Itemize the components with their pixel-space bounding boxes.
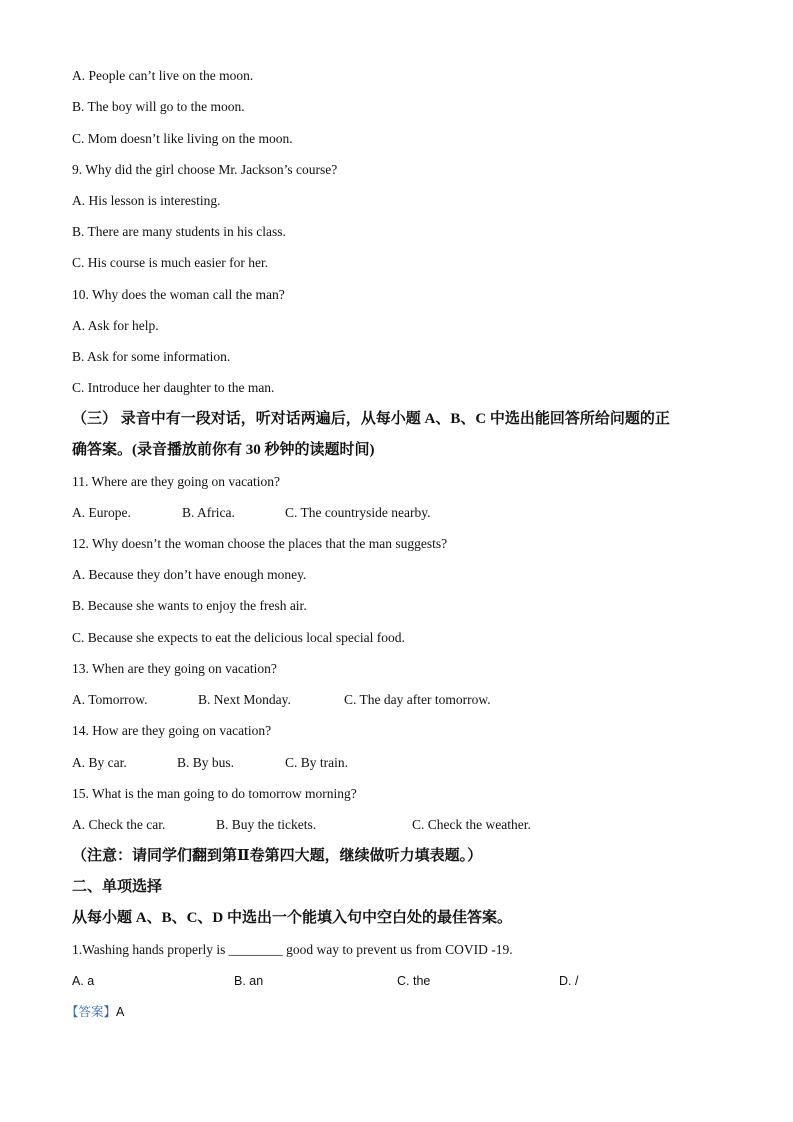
answer-line — [66, 1004, 124, 1020]
q14-question: 14. How are they going on vacation? — [72, 723, 272, 738]
q10-option-b: B. Ask for some information. — [72, 349, 231, 364]
q12-option-a: A. Because they don’t have enough money. — [72, 567, 307, 582]
q12-question: 12. Why doesn’t the woman choose the places that the man suggests? — [72, 536, 448, 551]
q12-option-b: B. Because she wants to enjoy the fresh air. — [72, 598, 307, 613]
part2-instruction: 从每小题 A、B、C、D 中选出一个能填入句中空白处的最佳答案。 — [72, 910, 513, 926]
q11-option-b: B. Africa. — [182, 505, 235, 520]
q9-option-c: C. His course is much easier for her. — [72, 255, 269, 270]
mc1-option-b: B. an — [234, 974, 264, 988]
q10-question: 10. Why does the woman call the man? — [72, 287, 285, 302]
answer-tag: 【答案】 — [66, 1005, 117, 1019]
q15-option-c: C. Check the weather. — [412, 817, 531, 832]
q10-option-a: A. Ask for help. — [72, 318, 159, 333]
q11-option-a: A. Europe. — [72, 505, 131, 520]
q15-option-b: B. Buy the tickets. — [216, 817, 317, 832]
q13-option-b: B. Next Monday. — [198, 692, 291, 707]
q14-option-a: A. By car. — [72, 755, 127, 770]
q9-option-b: B. There are many students in his class. — [72, 224, 286, 239]
q10-option-c: C. Introduce her daughter to the man. — [72, 380, 275, 395]
mc1-option-a: A. a — [72, 974, 95, 988]
q8-option-a: A. People can’t live on the moon. — [72, 68, 254, 83]
q11-question: 11. Where are they going on vacation? — [72, 474, 281, 489]
mc1-option-c: C. the — [397, 974, 431, 988]
q15-option-a: A. Check the car. — [72, 817, 166, 832]
q11-option-c: C. The countryside nearby. — [285, 505, 431, 520]
part2-title: 二、单项选择 — [72, 879, 163, 895]
q12-option-c: C. Because she expects to eat the delicious local special food. — [72, 630, 405, 645]
q9-option-a: A. His lesson is interesting. — [72, 193, 221, 208]
section3-instruction-line1: （三） 录音中有一段对话，听对话两遍后，从每小题 A、B、C 中选出能回答所给问题的正 — [72, 411, 670, 427]
mc1-question: 1.Washing hands properly is ________ good way to prevent us from COVID -19. — [72, 942, 513, 957]
section3-instruction-line2: 确答案。(录音播放前你有 30 秒钟的读题时间) — [72, 442, 375, 458]
q13-question: 13. When are they going on vacation? — [72, 661, 277, 676]
q14-option-c: C. By train. — [285, 755, 348, 770]
q13-option-a: A. Tomorrow. — [72, 692, 148, 707]
q15-question: 15. What is the man going to do tomorrow morning? — [72, 786, 357, 801]
q8-option-b: B. The boy will go to the moon. — [72, 99, 245, 114]
listening-note: （注意：请同学们翻到第Ⅱ卷第四大题，继续做听力填表题。） — [72, 848, 483, 864]
q14-option-b: B. By bus. — [177, 755, 235, 770]
q9-question: 9. Why did the girl choose Mr. Jackson’s course? — [72, 162, 338, 177]
answer-value: A — [116, 1005, 125, 1019]
q13-option-c: C. The day after tomorrow. — [344, 692, 491, 707]
mc1-option-d: D. / — [559, 974, 579, 988]
q8-option-c: C. Mom doesn’t like living on the moon. — [72, 131, 293, 146]
